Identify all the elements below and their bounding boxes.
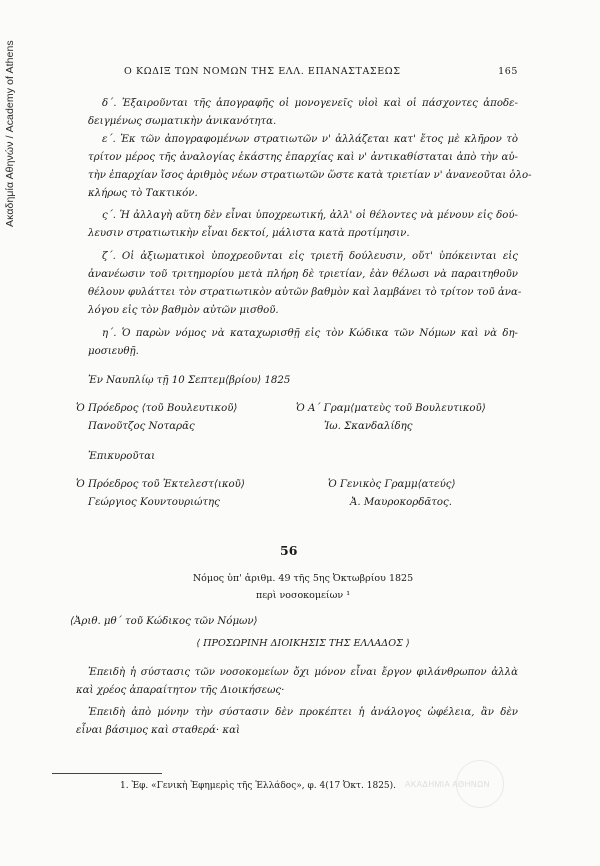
footnote-divider — [52, 773, 162, 774]
body-line: η΄. Ὁ παρὼν νόμος νὰ καταχωρισθῇ εἰς τὸν Κώδικα τῶν Νόμων καὶ νὰ δη- — [102, 328, 518, 339]
signature-title-left: Ὁ Πρόεδρος ⟨τοῦ Βουλευτικοῦ⟩ — [76, 403, 238, 414]
signature-name-right: Ἰω. Σκανδαλίδης — [324, 421, 413, 432]
body-line: μοσιευθῇ. — [88, 346, 139, 357]
section-number: 56 — [280, 543, 298, 558]
signature-name-right: Ἀ. Μαυροκορδᾶτος. — [350, 497, 452, 508]
signature-title-right: Ὁ Γενικὸς Γραμμ⟨ατεύς⟩ — [328, 479, 456, 490]
footnote: 1. Ἐφ. «Γενικὴ Ἐφημερὶς τῆς Ἑλλάδος», φ. 4(17 Ὀκτ. 1825). — [120, 781, 397, 791]
running-title: Ο ΚΩΔΙΞ ΤΩΝ ΝΟΜΩΝ ΤΗΣ ΕΛΛ. ΕΠΑΝΑΣΤΑΣΕΩΣ — [124, 66, 401, 77]
body-line: δ΄. Ἐξαιροῦνται τῆς ἀπογραφῆς οἱ μονογενεῖς υἱοὶ καὶ οἱ πάσχοντες ἀποδε- — [102, 98, 518, 109]
signature-title-left: Ὁ Πρόεδρος τοῦ Ἐκτελεστ⟨ικοῦ⟩ — [76, 479, 245, 490]
body-line: Ἐπειδὴ ἀπὸ μόνην τὴν σύστασιν δὲν προκέπτει ἡ ἀνάλογος ὠφέλεια, ἂν δὲν — [88, 707, 518, 718]
body-line: θέλουν φυλάττει τὸν στρατιωτικὸν αὐτῶν βαθμὸν καὶ λαμβάνει τὸ τρίτον τοῦ ἀνα- — [88, 287, 522, 298]
body-line: ζ΄. Οἱ ἀξιωματικοὶ ὑποχρεοῦνται εἰς τριετῆ δούλευσιν, οὔτ' ὑπόκεινται εἰς — [102, 251, 518, 262]
date-line: Ἐν Ναυπλίῳ τῇ 10 Σεπτεμ⟨βρίου⟩ 1825 — [88, 375, 291, 386]
ratification-line: Ἐπικυροῦται — [88, 451, 156, 462]
watermark-text: ΑΚΑΔΗΜΙΑ ΑΘΗΝΩΝ — [405, 780, 490, 789]
body-line: κλήρως τὸ Τακτικόν. — [88, 188, 198, 199]
code-reference: ⟨Ἀριθ. μθ΄ τοῦ Κώδικος τῶν Νόμων⟩ — [70, 616, 258, 627]
body-line: λόγου εἰς τὸν βαθμὸν αὐτῶν μισθοῦ. — [88, 305, 279, 316]
body-line: καὶ χρέος ἀπαραίτητον τῆς Διοικήσεως· — [76, 685, 285, 696]
issuing-authority: ⟨ ΠΡΟΣΩΡΙΝΗ ΔΙΟΙΚΗΣΙΣ ΤΗΣ ΕΛΛΑΔΟΣ ⟩ — [196, 638, 410, 649]
body-line: Ἐπειδὴ ἡ σύστασις τῶν νοσοκομείων ὄχι μόνον εἶναι ἔργον φιλάνθρωπον ἀλλὰ — [88, 667, 518, 678]
law-subject: περὶ νοσοκομείων ¹ — [255, 590, 351, 601]
body-line: λευσιν στρατιωτικὴν εἶναι δεκτοί, μάλιστα κατὰ προτίμησιν. — [88, 228, 410, 239]
body-line: ἀνανέωσιν τοῦ τριτημορίου μετὰ πλήρη δὲ τριετίαν, ἐὰν θέλωσι νὰ παραιτηθοῦν — [88, 269, 518, 280]
body-line: τὴν ἐπαρχίαν ἴσος ἀριθμὸς νέων στρατιωτῶν ὥστε κατὰ τριετίαν ν' ἀνανεοῦται ὁλο- — [88, 170, 532, 181]
body-line: εἶναι βάσιμος καὶ σταθερά· καὶ — [76, 725, 240, 736]
signature-title-right: Ὁ Α΄ Γραμ⟨ματεὺς τοῦ Βουλευτικοῦ⟩ — [296, 403, 486, 414]
body-line: ς΄. Ἡ ἀλλαγὴ αὕτη δὲν εἶναι ὑποχρεωτική, ἀλλ' οἱ θέλοντες νὰ μένουν εἰς δού- — [102, 210, 518, 221]
body-line: δειγμένως σωματικὴν ἀνικανότητα. — [88, 116, 277, 127]
archive-stamp: Ακαδημία Αθηνών / Academy of Athens — [4, 40, 16, 227]
body-line: ε΄. Ἐκ τῶν ἀπογραφομένων στρατιωτῶν ν' ἀλλάζεται κατ' ἔτος μὲ κλῆρον τὸ — [102, 134, 518, 145]
law-title: Νόμος ὑπ' ἀριθμ. 49 τῆς 5ης Ὀκτωβρίου 1825 — [192, 573, 414, 584]
page-number: 165 — [498, 66, 518, 77]
signature-name-left: Πανοῦτζος Νοταρᾶς — [88, 421, 195, 432]
body-line: τρίτον μέρος τῆς ἀναλογίας ἑκάστης ἐπαρχίας καὶ ν' ἀντικαθίσταται ἀπὸ τὴν αὐ- — [88, 152, 518, 163]
signature-name-left: Γεώργιος Κουντουριώτης — [88, 497, 220, 508]
